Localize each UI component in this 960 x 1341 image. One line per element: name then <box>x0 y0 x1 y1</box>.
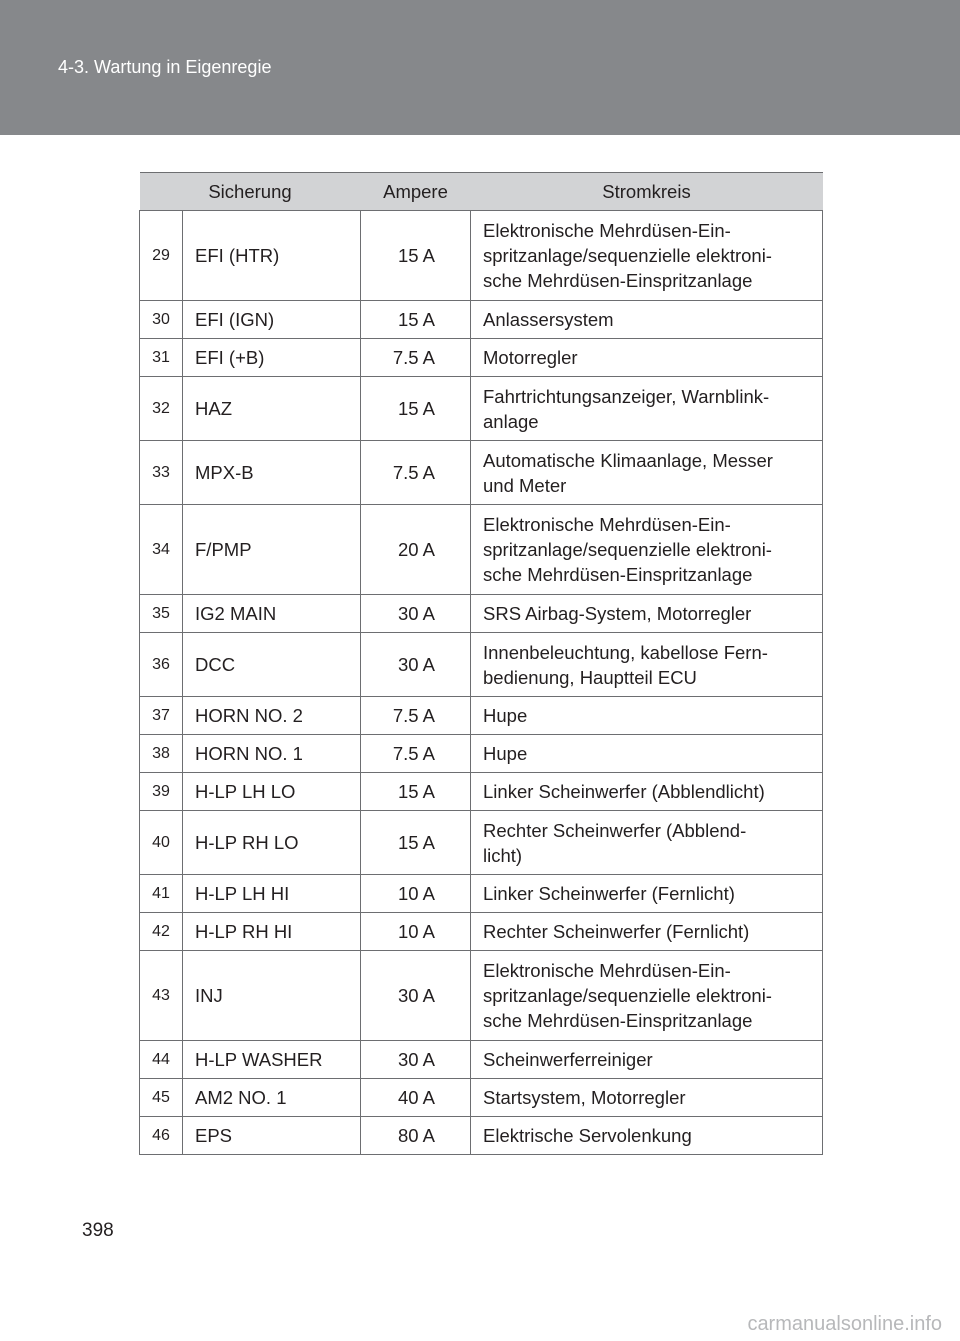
circuit-line: Rechter Scheinwerfer (Abblend- <box>483 819 747 841</box>
circuit-line: Startsystem, Motorregler <box>483 1087 686 1108</box>
fuse-number: 36 <box>140 633 183 697</box>
fuse-circuit <box>471 1079 823 1117</box>
table-row <box>140 339 823 377</box>
fuse-name: EFI (IGN) <box>183 301 361 339</box>
table-row <box>140 595 823 633</box>
circuit-line: spritzanlage/sequenzielle elektroni- <box>483 539 772 560</box>
fuse-ampere: 80 A <box>361 1117 471 1155</box>
circuit-line: sche Mehrdüsen-Einspritzanlage <box>483 270 753 291</box>
fuse-name: EFI (+B) <box>183 339 361 377</box>
table-row <box>140 773 823 811</box>
fuse-name: H-LP LH LO <box>183 773 361 811</box>
circuit-line: und Meter <box>483 474 567 496</box>
fuse-circuit <box>471 441 823 505</box>
circuit-line: spritzanlage/sequenzielle elektroni- <box>483 985 772 1006</box>
fuse-name: HORN NO. 2 <box>183 697 361 735</box>
fuse-number: 38 <box>140 735 183 773</box>
fuse-circuit <box>471 951 823 1041</box>
fuse-name: EPS <box>183 1117 361 1155</box>
circuit-line: Automatische Klimaanlage, Messer <box>483 449 773 471</box>
table-header-row <box>140 173 823 211</box>
table-row <box>140 633 823 697</box>
table-row <box>140 441 823 505</box>
fuse-name: AM2 NO. 1 <box>183 1079 361 1117</box>
fuse-number: 41 <box>140 875 183 913</box>
fuse-ampere: 15 A <box>361 301 471 339</box>
table-row <box>140 875 823 913</box>
fuse-name: INJ <box>183 951 361 1041</box>
table-row <box>140 913 823 951</box>
section-header-band <box>0 0 960 135</box>
fuse-ampere: 10 A <box>361 913 471 951</box>
fuse-ampere: 7.5 A <box>361 339 471 377</box>
fuse-number: 35 <box>140 595 183 633</box>
circuit-line: Elektronische Mehrdüsen-Ein- <box>483 960 731 981</box>
table-row <box>140 951 823 1041</box>
circuit-line: Elektrische Servolenkung <box>483 1125 692 1146</box>
circuit-line: Fahrtrichtungsanzeiger, Warnblink- <box>483 385 770 407</box>
fuse-name: HORN NO. 1 <box>183 735 361 773</box>
circuit-line: Scheinwerferreiniger <box>483 1049 653 1070</box>
fuse-ampere: 7.5 A <box>361 697 471 735</box>
column-header-ampere: Ampere <box>361 173 471 211</box>
fuse-name: F/PMP <box>183 505 361 595</box>
circuit-line: Hupe <box>483 743 528 764</box>
fuse-ampere: 15 A <box>361 773 471 811</box>
table-row <box>140 811 823 875</box>
fuse-ampere: 30 A <box>361 633 471 697</box>
fuse-circuit <box>471 211 823 301</box>
fuse-ampere: 30 A <box>361 951 471 1041</box>
fuse-ampere: 7.5 A <box>361 441 471 505</box>
fuse-number: 42 <box>140 913 183 951</box>
table-row <box>140 505 823 595</box>
fuse-circuit <box>471 301 823 339</box>
table-row <box>140 1079 823 1117</box>
circuit-line: bedienung, Hauptteil ECU <box>483 666 697 688</box>
circuit-line: SRS Airbag-System, Motorregler <box>483 603 752 624</box>
circuit-line: Linker Scheinwerfer (Abblendlicht) <box>483 781 765 802</box>
fuse-name: HAZ <box>183 377 361 441</box>
fuse-number: 32 <box>140 377 183 441</box>
fuse-circuit <box>471 697 823 735</box>
fuse-circuit <box>471 875 823 913</box>
fuse-name: H-LP RH LO <box>183 811 361 875</box>
fuse-name: MPX-B <box>183 441 361 505</box>
fuse-number: 46 <box>140 1117 183 1155</box>
circuit-line: Elektronische Mehrdüsen-Ein- <box>483 514 731 535</box>
circuit-line: Hupe <box>483 705 528 726</box>
fuse-number: 31 <box>140 339 183 377</box>
fuse-ampere: 15 A <box>361 211 471 301</box>
fuse-table-body <box>140 211 823 1155</box>
table-row <box>140 735 823 773</box>
fuse-ampere: 30 A <box>361 1041 471 1079</box>
fuse-circuit <box>471 339 823 377</box>
circuit-line: Rechter Scheinwerfer (Fernlicht) <box>483 921 750 942</box>
section-title: 4-3. Wartung in Eigenregie <box>58 57 272 77</box>
fuse-name: H-LP LH HI <box>183 875 361 913</box>
page-number: 398 <box>82 1220 114 1241</box>
fuse-circuit <box>471 595 823 633</box>
fuse-circuit <box>471 735 823 773</box>
fuse-circuit <box>471 377 823 441</box>
circuit-line: sche Mehrdüsen-Einspritzanlage <box>483 564 753 585</box>
fuse-name: EFI (HTR) <box>183 211 361 301</box>
fuse-name: H-LP WASHER <box>183 1041 361 1079</box>
fuse-number: 43 <box>140 951 183 1041</box>
circuit-line: Motorregler <box>483 347 578 368</box>
fuse-circuit <box>471 773 823 811</box>
circuit-line: spritzanlage/sequenzielle elektroni- <box>483 245 772 266</box>
fuse-number: 33 <box>140 441 183 505</box>
table-row <box>140 697 823 735</box>
circuit-line: licht) <box>483 844 523 866</box>
fuse-circuit <box>471 1117 823 1155</box>
fuse-circuit <box>471 1041 823 1079</box>
fuse-number: 29 <box>140 211 183 301</box>
fuse-number: 44 <box>140 1041 183 1079</box>
fuse-circuit <box>471 913 823 951</box>
fuse-ampere: 10 A <box>361 875 471 913</box>
column-header-circuit: Stromkreis <box>471 173 823 211</box>
fuse-number: 45 <box>140 1079 183 1117</box>
circuit-line: Innenbeleuchtung, kabellose Fern- <box>483 641 768 663</box>
fuse-circuit <box>471 811 823 875</box>
fuse-number: 39 <box>140 773 183 811</box>
fuse-ampere: 15 A <box>361 377 471 441</box>
fuse-circuit <box>471 505 823 595</box>
circuit-line: Anlassersystem <box>483 309 614 330</box>
fuse-ampere: 40 A <box>361 1079 471 1117</box>
circuit-line: Elektronische Mehrdüsen-Ein- <box>483 220 731 241</box>
fuse-name: DCC <box>183 633 361 697</box>
table-row <box>140 377 823 441</box>
fuse-number: 37 <box>140 697 183 735</box>
watermark: carmanualsonline.info <box>747 1313 942 1335</box>
fuse-number: 30 <box>140 301 183 339</box>
column-header-fuse: Sicherung <box>140 173 361 211</box>
fuse-number: 34 <box>140 505 183 595</box>
fuse-ampere: 15 A <box>361 811 471 875</box>
table-row <box>140 211 823 301</box>
fuse-table <box>139 172 823 1155</box>
circuit-line: Linker Scheinwerfer (Fernlicht) <box>483 883 735 904</box>
table-row <box>140 1117 823 1155</box>
fuse-number: 40 <box>140 811 183 875</box>
fuse-ampere: 7.5 A <box>361 735 471 773</box>
fuse-name: H-LP RH HI <box>183 913 361 951</box>
fuse-ampere: 20 A <box>361 505 471 595</box>
table-row <box>140 1041 823 1079</box>
fuse-ampere: 30 A <box>361 595 471 633</box>
circuit-line: sche Mehrdüsen-Einspritzanlage <box>483 1010 753 1031</box>
circuit-line: anlage <box>483 410 539 432</box>
fuse-circuit <box>471 633 823 697</box>
table-row <box>140 301 823 339</box>
fuse-name: IG2 MAIN <box>183 595 361 633</box>
